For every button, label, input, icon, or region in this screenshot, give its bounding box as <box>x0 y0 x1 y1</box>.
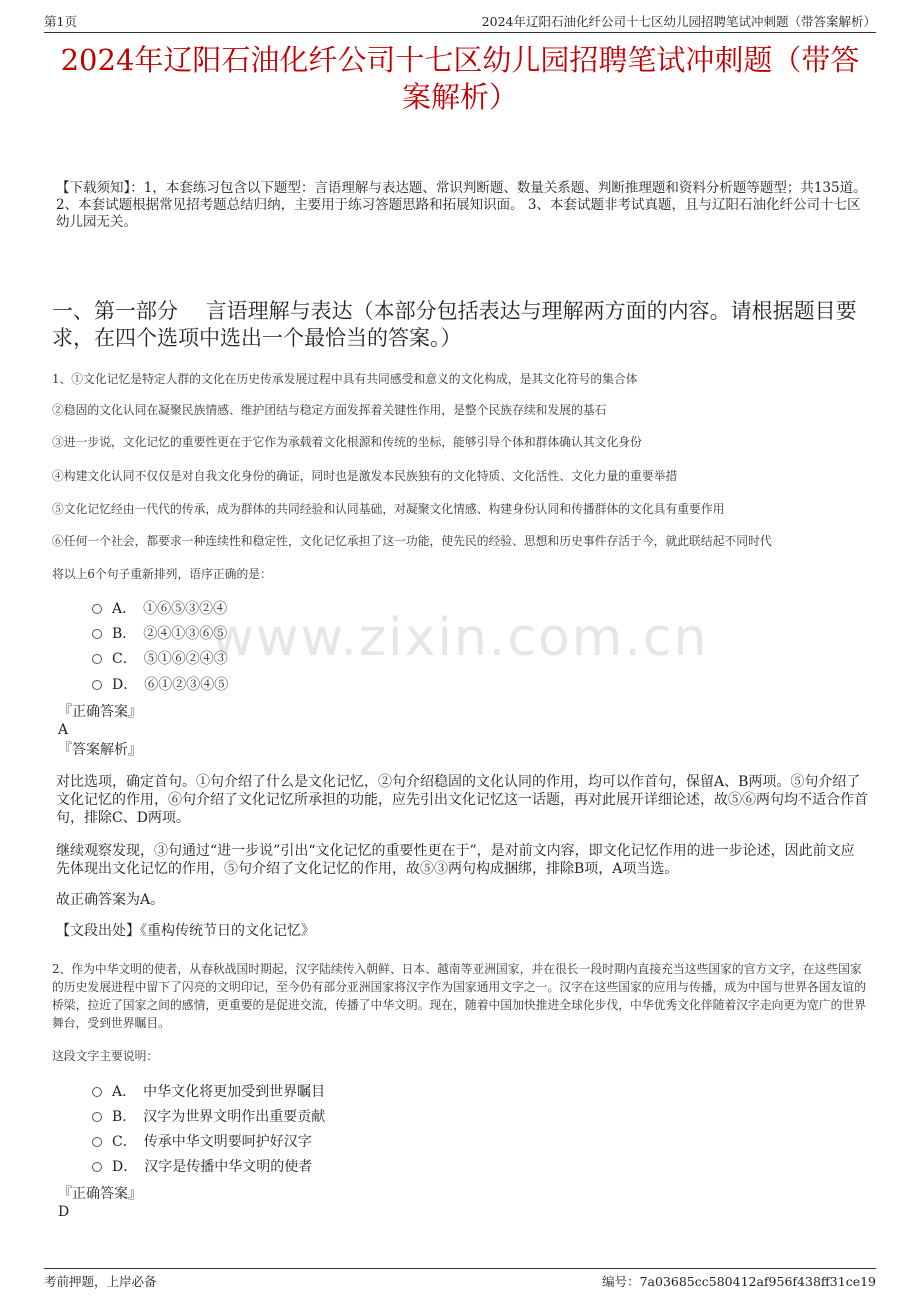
q1-sentence-6: ⑥任何一个社会，都要求一种连续性和稳定性，文化记忆承担了这一功能，使先民的经验、思想和历史事件存活于今，就此联结起不同时代 <box>52 534 772 548</box>
footer-doc-id: 编号：7a03685cc580412af956f438ff31ce19 <box>602 1274 876 1289</box>
q2-answer: D <box>58 1204 70 1220</box>
title-line-2: 案解析） <box>401 80 518 114</box>
q1-analysis-p3: 故正确答案为A。 <box>56 892 165 908</box>
q2-option-b[interactable]: B． 汉字为世界文明作出重要贡献 <box>92 1108 325 1126</box>
header-doc-title: 2024年辽阳石油化纤公司十七区幼儿园招聘笔试冲刺题（带答案解析） <box>481 14 876 29</box>
q1-option-b[interactable]: B． ②④①③⑥⑤ <box>92 625 227 643</box>
radio-icon[interactable] <box>92 1087 102 1097</box>
radio-icon[interactable] <box>92 1112 102 1122</box>
watermark: www.zixin.com.cn <box>211 608 709 668</box>
title-line-1: 2024年辽阳石油化纤公司十七区幼儿园招聘笔试冲刺题（带答 <box>60 43 860 77</box>
page-number: 第1页 <box>44 14 77 29</box>
q1-prompt: 将以上6个句子重新排列，语序正确的是： <box>52 567 272 581</box>
q1-sentence-5: ⑤文化记忆经由一代代的传承，成为群体的共同经验和认同基础，对凝聚文化情感、构建身份认同和传播群体的文化具有重要作用 <box>52 502 725 516</box>
document-title <box>40 42 880 116</box>
q1-sentence-2: ②稳固的文化认同在凝聚民族情感、维护团结与稳定方面发挥着关键性作用，是整个民族存续和发展的基石 <box>52 403 607 417</box>
q1-answer-label: 『正确答案』 <box>58 704 142 720</box>
radio-icon[interactable] <box>92 654 102 664</box>
download-notice: 【下载须知】：1，本套练习包含以下题型：言语理解与表达题、常识判断题、数量关系题、判断推理题和资料分析题等题型；共135道。 2、本套试题根据常见招考题总结归纳，主要用于练习答题思路和拓展知识面。 3、本套试题非考试真题，且与辽阳石油化纤公司十七区幼儿园无关。 <box>56 180 867 230</box>
q1-option-d[interactable]: D． ⑥①②③④⑤ <box>92 676 228 694</box>
radio-icon[interactable] <box>92 604 102 614</box>
q2-prompt: 这段文字主要说明： <box>52 1049 159 1063</box>
q1-option-a[interactable]: A． ①⑥⑤③②④ <box>92 600 227 618</box>
radio-icon[interactable] <box>92 1162 102 1172</box>
q1-option-c[interactable]: C． ⑤①⑥②④③ <box>92 650 228 668</box>
page-footer <box>44 1268 876 1289</box>
q2-text: 2、作为中华文明的使者，从春秋战国时期起，汉字陆续传入朝鲜、日本、越南等亚洲国家，并在很长一段时期内直接充当这些国家的官方文字，在这些国家的历史发展进程中留下了闪亮的文明印记，至今仍有部分亚洲国家将汉字作为国家通用文字之一。汉字在这些国家的应用与传播，成为中国与世界各国友谊的桥梁，拉近了国家之间的感情，更重要的是促进交流，传播了中华文明。现在，随着中国加快推进全球化步伐，中华优秀文化伴随着汉字走向更为宽广的世界舞台，受到世界瞩目。 <box>52 962 866 1030</box>
radio-icon[interactable] <box>92 680 102 690</box>
q1-analysis-p2: 继续观察发现，③句通过“进一步说”引出“文化记忆的重要性更在于”，是对前文内容，即文化记忆作用的进一步论述，因此前文应先体现出文化记忆的作用，⑤句介绍了文化记忆的作用，故⑤③两句构成捆绑，排除B项，A项当选。 <box>56 843 855 877</box>
q2-option-a[interactable]: A． 中华文化将更加受到世界瞩目 <box>92 1083 325 1101</box>
footer-slogan: 考前押题，上岸必备 <box>44 1274 157 1289</box>
q1-sentence-4: ④构建文化认同不仅仅是对自我文化身份的确证，同时也是激发本民族独有的文化特质、文化活性、文化力量的重要举措 <box>52 469 678 483</box>
q1-sentence-3: ③进一步说，文化记忆的重要性更在于它作为承载着文化根源和传统的坐标，能够引导个体和群体确认其文化身份 <box>52 435 642 449</box>
q1-source: 【文段出处】《重构传统节日的文化记忆》 <box>56 923 315 939</box>
radio-icon[interactable] <box>92 1137 102 1147</box>
q1-answer: A <box>58 722 69 738</box>
q2-answer-label: 『正确答案』 <box>58 1186 142 1202</box>
q2-option-d[interactable]: D． 汉字是传播中华文明的使者 <box>92 1158 312 1176</box>
page-header <box>44 12 876 33</box>
section-heading: 一、第一部分 言语理解与表达（本部分包括表达与理解两方面的内容。请根据题目要求，在四个选项中选出一个最恰当的答案。） <box>52 299 857 350</box>
q1-sentence-1: 1、①文化记忆是特定人群的文化在历史传承发展过程中具有共同感受和意义的文化构成，是其文化符号的集合体 <box>52 372 638 386</box>
q2-option-c[interactable]: C． 传承中华文明要呵护好汉字 <box>92 1133 312 1151</box>
q1-analysis-label: 『答案解析』 <box>58 742 142 758</box>
radio-icon[interactable] <box>92 629 102 639</box>
q1-analysis-p1: 对比选项，确定首句。①句介绍了什么是文化记忆，②句介绍稳固的文化认同的作用，均可以作首句，保留A、B两项。⑤句介绍了文化记忆的作用，⑥句介绍了文化记忆所承担的功能，应先引出文化记忆这一话题，再对此展开详细论述，故⑤⑥两句均不适合作首句，排除C、D两项。 <box>56 774 868 826</box>
